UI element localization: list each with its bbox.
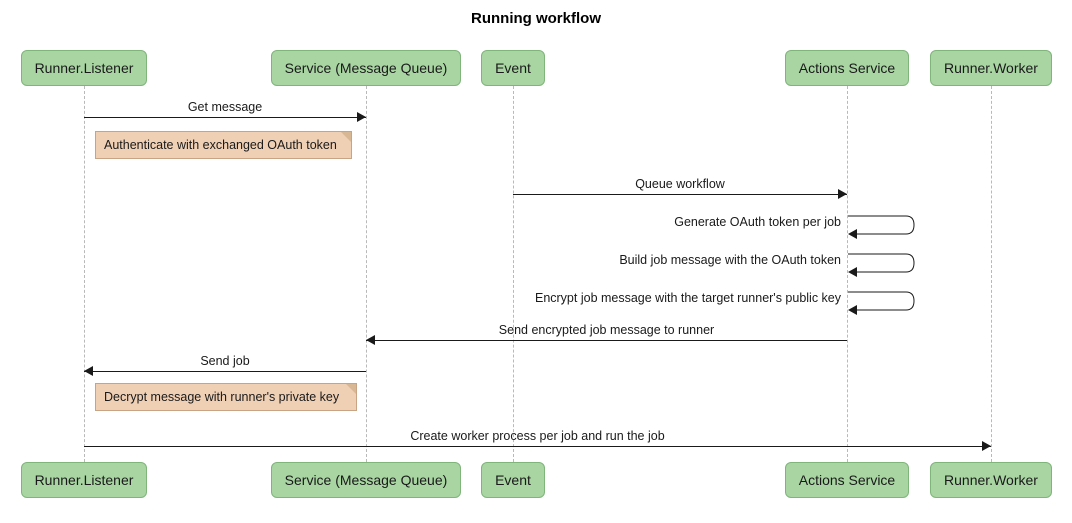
message-label-1: Queue workflow <box>635 177 725 191</box>
message-line-0 <box>84 117 366 118</box>
actor-box-top-3[interactable]: Actions Service <box>785 50 909 86</box>
note-1 <box>95 383 357 411</box>
self-message-loop-0 <box>847 210 918 240</box>
self-message-loop-1 <box>847 248 918 278</box>
actor-box-bottom-4[interactable]: Runner.Worker <box>930 462 1052 498</box>
self-message-label-0: Generate OAuth token per job <box>674 215 841 229</box>
actor-box-top-1[interactable]: Service (Message Queue) <box>271 50 462 86</box>
page-title: Running workflow <box>471 10 601 27</box>
self-message-loop-2 <box>847 286 918 316</box>
lifeline-1 <box>366 86 367 462</box>
note-text-1: Decrypt message with runner's private key <box>104 390 340 404</box>
message-label-0: Get message <box>187 100 263 114</box>
message-label-3: Send job <box>200 354 250 368</box>
note-text-0: Authenticate with exchanged OAuth token <box>104 138 337 152</box>
actor-box-bottom-1[interactable]: Service (Message Queue) <box>271 462 462 498</box>
self-message-label-1: Build job message with the OAuth token <box>619 253 841 267</box>
lifeline-2 <box>513 86 514 462</box>
message-line-3 <box>84 371 366 372</box>
actor-box-bottom-0[interactable]: Runner.Listener <box>21 462 148 498</box>
message-line-4 <box>84 446 991 447</box>
self-message-label-2: Encrypt job message with the target runner's public key <box>534 291 841 305</box>
note-fold-icon-0 <box>341 132 351 142</box>
message-label-2: Send encrypted job message to runner <box>498 323 715 337</box>
message-line-2 <box>366 340 847 341</box>
actor-box-top-4[interactable]: Runner.Worker <box>930 50 1052 86</box>
lifeline-0 <box>84 86 85 462</box>
actor-box-bottom-3[interactable]: Actions Service <box>785 462 909 498</box>
message-line-1 <box>513 194 847 195</box>
actor-box-top-2[interactable]: Event <box>481 50 545 86</box>
lifeline-4 <box>991 86 992 462</box>
note-fold-icon-1 <box>346 384 356 394</box>
actor-box-bottom-2[interactable]: Event <box>481 462 545 498</box>
note-0 <box>95 131 352 159</box>
message-label-4: Create worker process per job and run the job <box>410 429 665 443</box>
actor-box-top-0[interactable]: Runner.Listener <box>21 50 148 86</box>
